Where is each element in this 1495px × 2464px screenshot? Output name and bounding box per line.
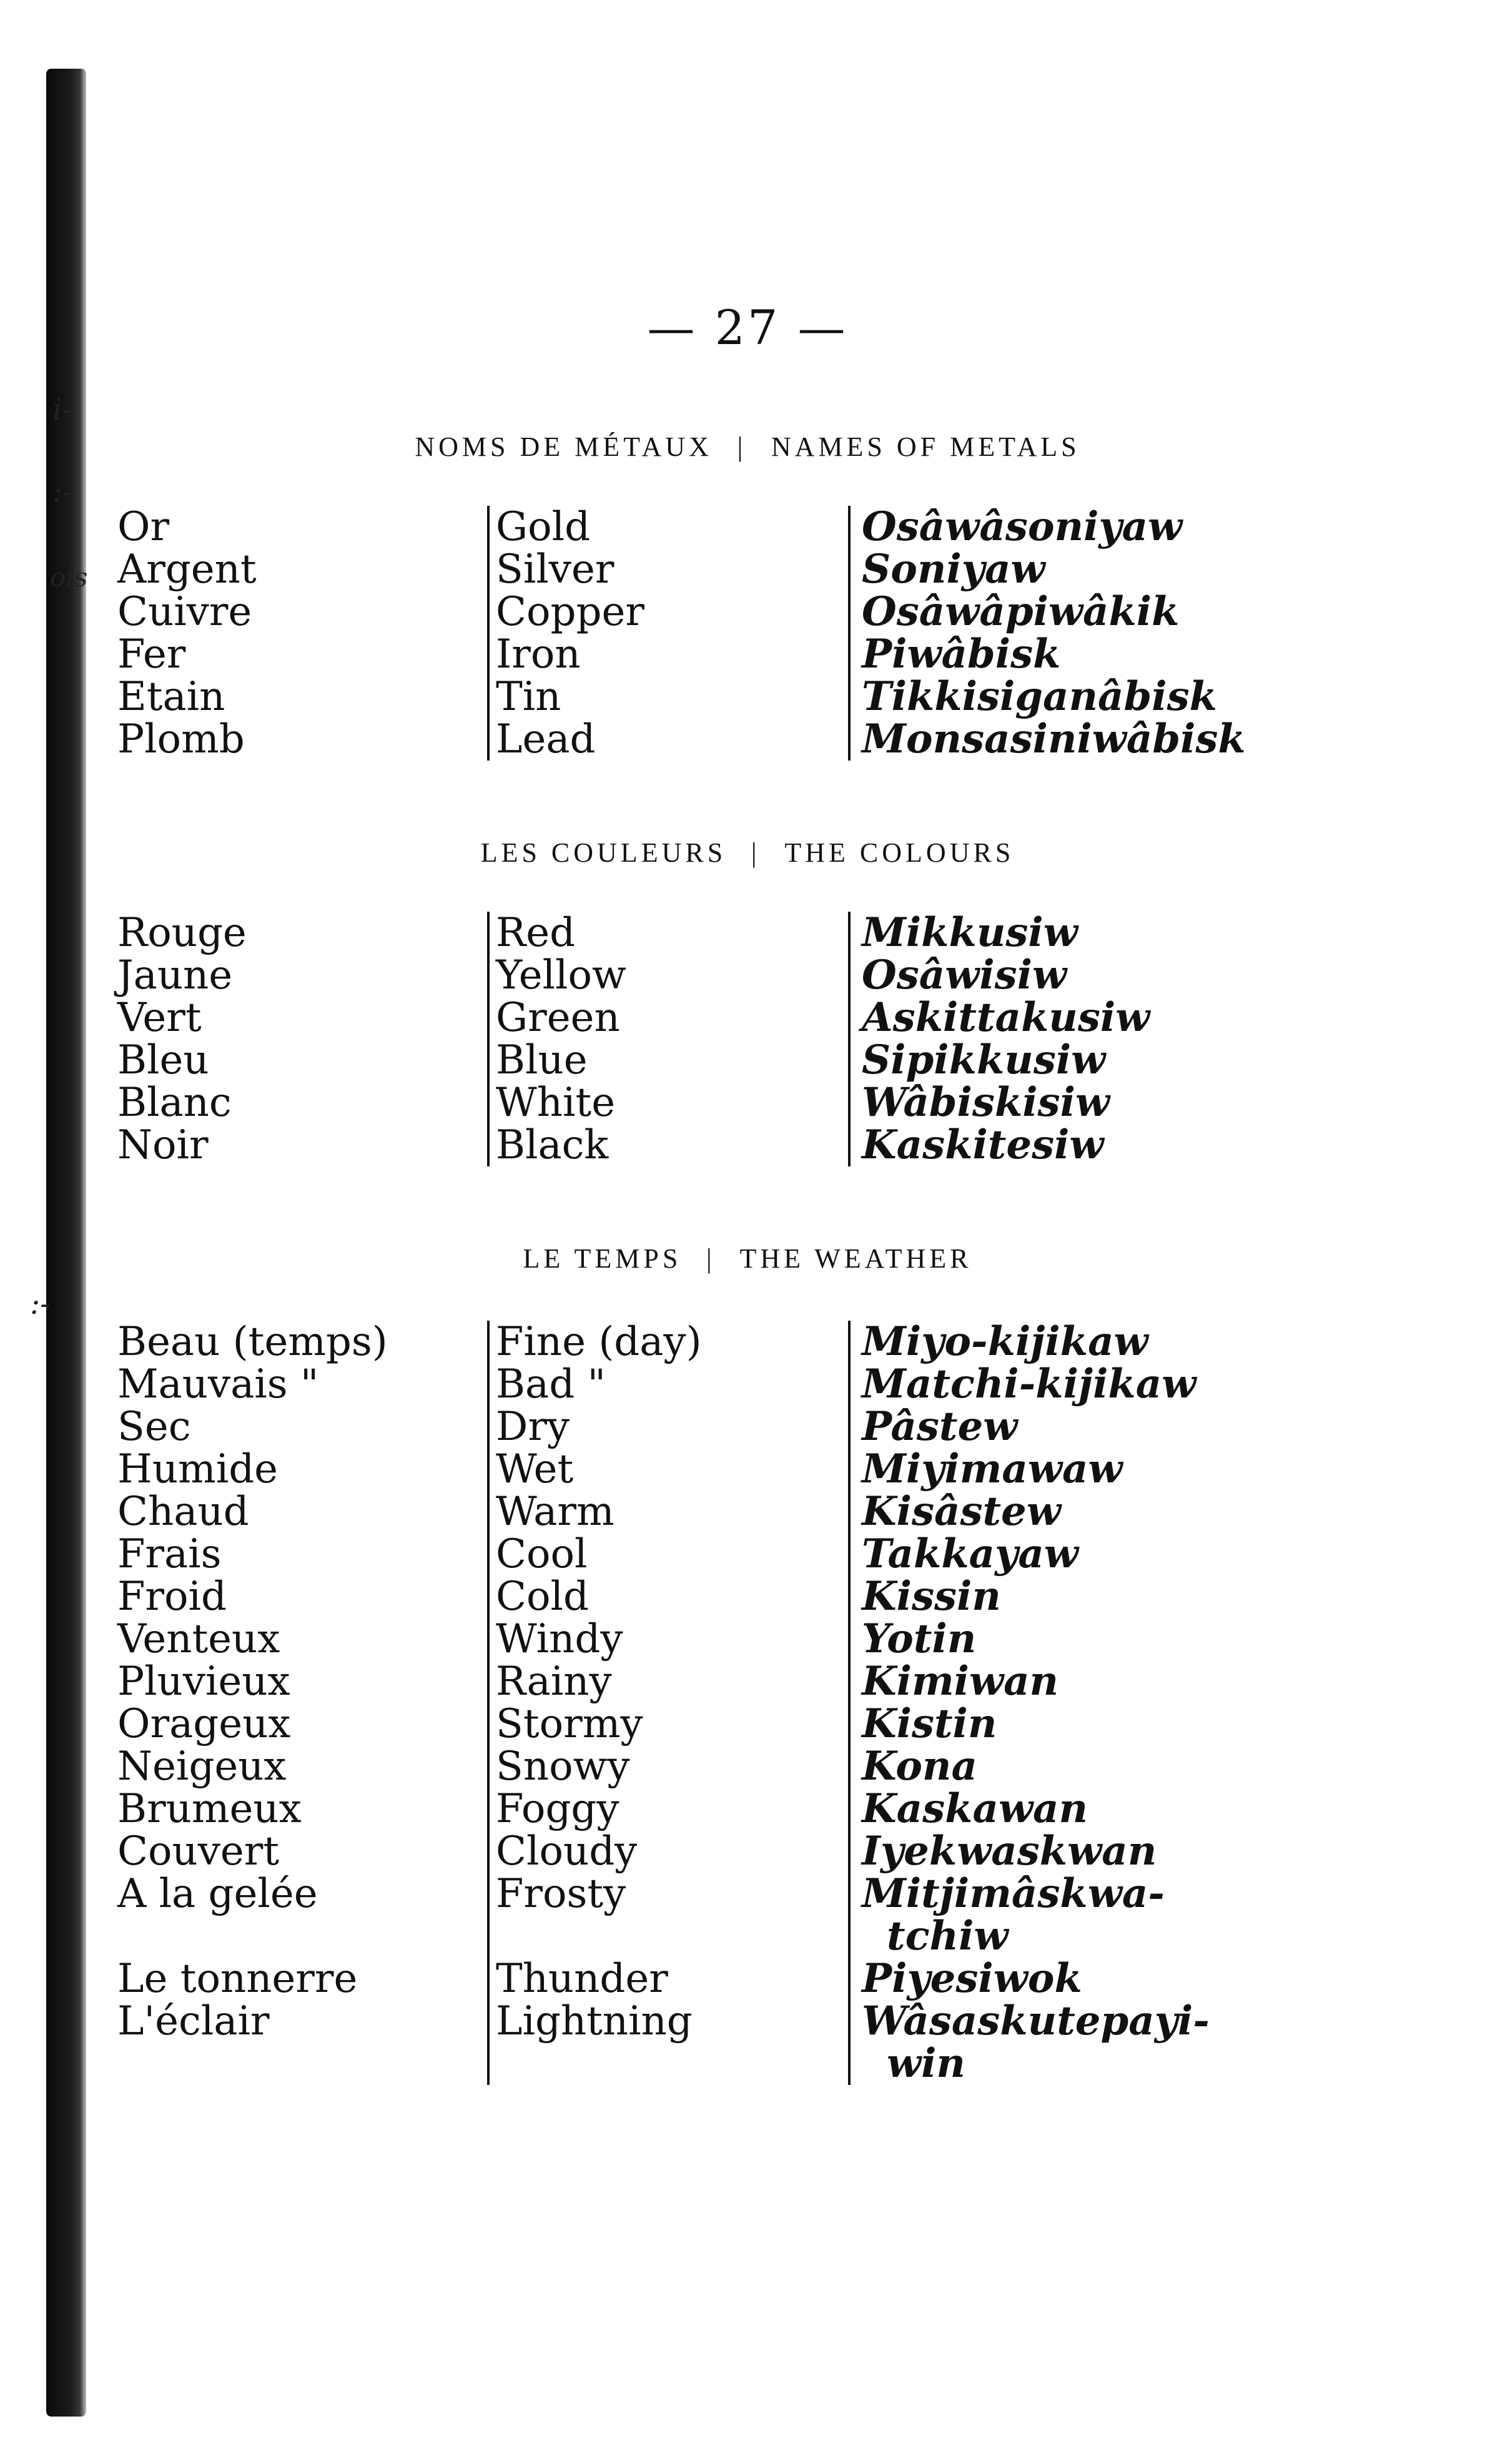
table-row: Osâwâpiwâkik: [862, 588, 1180, 635]
table-row: Cuivre: [117, 589, 252, 635]
table-row: Plomb: [117, 716, 245, 762]
table-row: Tin: [496, 674, 561, 720]
table-row: Warm: [496, 1489, 614, 1535]
table-row: Pâstew: [862, 1403, 1018, 1450]
section-title-metals: NOMS DE MÉTAUX | NAMES OF METALS: [415, 431, 1080, 462]
table-row: Osâwâsoniyaw: [862, 503, 1183, 550]
table-row: Copper: [496, 589, 644, 635]
table-row: Kissin: [862, 1573, 1001, 1620]
metals-cree-column: [848, 503, 1246, 762]
table-row: Takkayaw: [862, 1530, 1078, 1577]
table-row: Cloudy: [496, 1828, 638, 1875]
table-row: Mikkusiw: [862, 909, 1078, 956]
table-row: Silver: [496, 546, 614, 593]
table-row: Wâbiskisiw: [862, 1079, 1110, 1126]
table-row: Froid: [117, 1574, 227, 1620]
table-row: Miyimawaw: [862, 1446, 1123, 1492]
table-row: Frosty: [496, 1871, 626, 1917]
table-row: Iyekwaskwan: [862, 1828, 1157, 1875]
table-row: Fer: [117, 631, 186, 678]
table-row-continuation: tchiw: [887, 1913, 1009, 1959]
section-title-fr: LES COULEURS: [480, 837, 727, 868]
table-row: Dry: [496, 1404, 570, 1450]
weather-english-column: [487, 1321, 702, 2085]
table-row: Yellow: [496, 952, 626, 998]
table-row: Thunder: [496, 1956, 668, 2002]
table-row: Neigeux: [117, 1743, 287, 1790]
table-row-continuation: win: [887, 2040, 965, 2087]
section-title-fr: LE TEMPS: [523, 1243, 682, 1274]
table-row: Frais: [117, 1531, 222, 1577]
margin-note: ois: [50, 562, 88, 593]
table-row: Iron: [496, 631, 581, 678]
section-title-colours: LES COULEURS | THE COLOURS: [480, 837, 1015, 868]
table-row: Chaud: [117, 1489, 249, 1535]
table-row: Gold: [496, 504, 591, 550]
table-row: Black: [496, 1122, 609, 1168]
table-row: Kaskawan: [862, 1785, 1088, 1832]
table-row: Lightning: [496, 1998, 693, 2044]
table-row: Jaune: [117, 952, 233, 998]
table-row: Or: [117, 504, 170, 550]
table-row: Pluvieux: [117, 1658, 290, 1705]
table-row: Soniyaw: [862, 546, 1045, 593]
table-row: Rouge: [117, 910, 247, 956]
table-row: Blanc: [117, 1080, 232, 1126]
table-row: Rainy: [496, 1658, 612, 1705]
table-row: Monsasiniwâbisk: [862, 716, 1246, 762]
table-row: Tikkisiganâbisk: [862, 673, 1217, 720]
table-row: Yotin: [862, 1615, 977, 1662]
section-title-en: THE WEATHER: [739, 1243, 972, 1274]
table-row: Cool: [496, 1531, 588, 1577]
table-row: Red: [496, 910, 576, 956]
weather-french-column: [117, 1321, 388, 2085]
table-row: Blue: [496, 1037, 588, 1083]
table-row: Kistin: [862, 1700, 997, 1747]
table-row: Windy: [496, 1616, 623, 1662]
table-row: Askittakusiw: [862, 994, 1150, 1041]
weather-cree-column: [848, 1318, 1210, 2087]
table-row: Piwâbisk: [862, 631, 1061, 678]
table-row: Beau (temps): [117, 1319, 388, 1365]
table-row: Wâsaskutepayi-: [862, 1998, 1210, 2044]
metals-english-column: [487, 506, 644, 761]
table-row: Cold: [496, 1574, 589, 1620]
page-number: — 27 —: [647, 300, 848, 355]
margin-note: :-: [30, 1286, 51, 1321]
table-row: Lead: [496, 716, 596, 762]
section-title-weather: LE TEMPS | THE WEATHER: [523, 1243, 972, 1274]
table-row: Humide: [117, 1446, 279, 1492]
table-row: Kona: [862, 1743, 977, 1790]
section-title-en: NAMES OF METALS: [771, 431, 1080, 462]
colours-french-column: [117, 912, 247, 1166]
table-row: A la gelée: [117, 1871, 318, 1917]
metals-french-column: [117, 506, 257, 761]
table-row: Osâwisiw: [862, 952, 1067, 998]
table-row: Snowy: [496, 1743, 630, 1790]
table-row: Couvert: [117, 1828, 280, 1875]
table-row: Kimiwan: [862, 1658, 1059, 1705]
table-row: Vert: [117, 995, 202, 1041]
section-title-en: THE COLOURS: [784, 837, 1015, 868]
table-row: Argent: [117, 546, 257, 593]
section-title-fr: NOMS DE MÉTAUX: [415, 431, 713, 462]
table-row: Etain: [117, 674, 225, 720]
margin-note: i-: [52, 392, 72, 427]
table-row: Mitjimâskwa-: [862, 1870, 1165, 1917]
table-row: Mauvais ": [117, 1361, 319, 1407]
table-row: Venteux: [117, 1616, 280, 1662]
table-row: White: [496, 1080, 616, 1126]
table-row: Bad ": [496, 1361, 606, 1407]
table-row: Matchi-kijikaw: [862, 1361, 1196, 1407]
margin-note: :-: [52, 475, 73, 510]
table-row: Orageux: [117, 1701, 291, 1747]
colours-cree-column: [848, 909, 1150, 1168]
table-row: Noir: [117, 1122, 209, 1168]
table-row: L'éclair: [117, 1998, 270, 2044]
table-row: Foggy: [496, 1786, 619, 1832]
table-row: Wet: [496, 1446, 574, 1492]
table-row: Sipikkusiw: [862, 1037, 1106, 1083]
table-row: Kaskitesiw: [862, 1121, 1104, 1168]
table-row: Green: [496, 995, 620, 1041]
table-row: Stormy: [496, 1701, 643, 1747]
table-row: Brumeux: [117, 1786, 302, 1832]
table-row: Miyo-kijikaw: [862, 1318, 1148, 1365]
table-row: Fine (day): [496, 1319, 702, 1365]
colours-english-column: [487, 912, 626, 1166]
table-row: Kisâstew: [862, 1488, 1061, 1535]
table-row: Sec: [117, 1404, 191, 1450]
table-row: Piyesiwok: [862, 1955, 1082, 2002]
table-row: Bleu: [117, 1037, 209, 1083]
table-row: Le tonnerre: [117, 1956, 358, 2002]
